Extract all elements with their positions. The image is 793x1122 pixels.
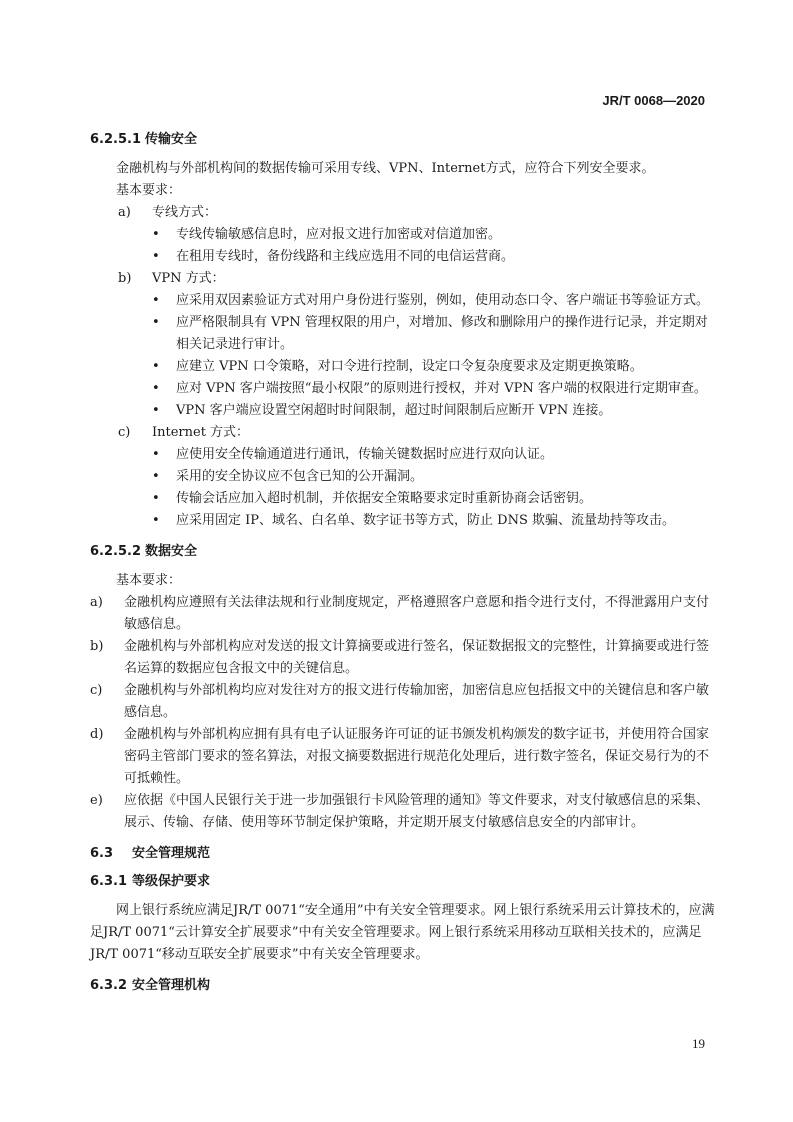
list-text: 金融机构应遵照有关法律法规和行业制度规定，严格遵照客户意愿和指令进行支付，不得泄露用户支付敏感信息。 xyxy=(124,595,710,632)
list-label: d) xyxy=(90,727,104,742)
section-title: 安全管理规范 xyxy=(132,846,211,861)
list-item: • 在租用专线时，备份线路和主线应选用不同的电信运营商。 xyxy=(152,246,716,268)
bullet-icon: • xyxy=(152,513,160,528)
paragraph: 基本要求： xyxy=(116,183,182,198)
list-label: c) xyxy=(90,683,103,698)
section-number: 6.3.1 xyxy=(90,874,128,889)
list-item: • 应采用双因素验证方式对用户身份进行鉴别，例如，使用动态口令、客户端证书等验证方式。 xyxy=(152,290,716,312)
bullet-list xyxy=(90,444,716,532)
section-title: 传输安全 xyxy=(145,132,198,147)
list-item xyxy=(90,790,716,834)
bullet-icon: • xyxy=(152,227,160,242)
bullet-icon: • xyxy=(152,315,160,330)
section-heading-6-3-1 xyxy=(90,872,716,892)
bullet-icon: • xyxy=(152,447,160,462)
page-number: 19 xyxy=(692,1036,705,1051)
section-title: 数据安全 xyxy=(145,544,198,559)
list-item xyxy=(90,202,716,224)
list-item xyxy=(90,422,716,444)
list-item: • 应对 VPN 客户端按照“最小权限”的原则进行授权，并对 VPN 客户端的权限进行定期审查。 xyxy=(152,378,716,400)
bullet-icon: • xyxy=(152,403,160,418)
lettered-list xyxy=(90,592,716,834)
list-text: 金融机构与外部机构应对发送的报文计算摘要或进行签名，保证数据报文的完整性，计算摘要或进行签名运算的数据应包含报文中的关键信息。 xyxy=(124,639,710,676)
section-number: 6.3.2 xyxy=(90,978,128,993)
list-label: e) xyxy=(90,793,103,808)
list-label: a) xyxy=(118,205,131,220)
section-title: 安全管理机构 xyxy=(132,978,211,993)
section-number: 6.3 xyxy=(90,846,114,861)
bullet-icon: • xyxy=(152,469,160,484)
section-heading-6-2-5-1 xyxy=(90,130,716,150)
section-title: 等级保护要求 xyxy=(132,874,211,889)
list-label: a) xyxy=(90,595,103,610)
list-item: • 采用的安全协议应不包含已知的公开漏洞。 xyxy=(152,466,716,488)
list-text: 专线方式： xyxy=(152,205,218,220)
document-body xyxy=(90,122,716,1004)
bullet-icon: • xyxy=(152,293,160,308)
paragraph: 基本要求： xyxy=(116,573,182,588)
section-heading-6-3 xyxy=(90,844,716,864)
bullet-list xyxy=(90,224,716,268)
list-label: b) xyxy=(118,271,132,286)
list-text: 金融机构与外部机构应拥有具有电子认证服务许可证的证书颁发机构颁发的数字证书，并使用符合国家密码主管部门要求的签名算法，对报文摘要数据进行规范化处理后，进行数字签名，保证交易行为的不可抵赖性。 xyxy=(124,727,710,786)
list-item xyxy=(90,592,716,636)
standard-code: JR/T 0068—2020 xyxy=(602,93,705,108)
list-label: c) xyxy=(118,425,131,440)
section-number: 6.2.5.1 xyxy=(90,132,141,147)
bullet-icon: • xyxy=(152,359,160,374)
list-item xyxy=(90,636,716,680)
list-item xyxy=(90,680,716,724)
list-item: • 应采用固定 IP、域名、白名单、数字证书等方式，防止 DNS 欺骗、流量劫持等攻击。 xyxy=(152,510,716,532)
list-item xyxy=(90,268,716,290)
list-item: • 传输会话应加入超时机制，并依据安全策略要求定时重新协商会话密钥。 xyxy=(152,488,716,510)
list-item: • 应使用安全传输通道进行通讯，传输关键数据时应进行双向认证。 xyxy=(152,444,716,466)
paragraph: 金融机构与外部机构间的数据传输可采用专线、VPN、Internet方式，应符合下列安全要求。 xyxy=(116,161,655,176)
section-heading-6-2-5-2 xyxy=(90,542,716,562)
section-heading-6-3-2 xyxy=(90,976,716,996)
list-item: • 应建立 VPN 口令策略，对口令进行控制，设定口令复杂度要求及定期更换策略。 xyxy=(152,356,716,378)
list-text: VPN 方式： xyxy=(152,271,225,286)
paragraph: 网上银行系统应满足JR/T 0071“安全通用”中有关安全管理要求。网上银行系统采用云计算技术的，应满足JR/T 0071“云计算安全扩展要求”中有关安全管理要求。网上银行系统采用移动互联相关技术的，应满足JR/T 0071“移动互联安全扩展要求”中有关安全管理要求。 xyxy=(90,903,715,962)
bullet-list xyxy=(90,290,716,422)
list-text: 金融机构与外部机构均应对发往对方的报文进行传输加密，加密信息应包括报文中的关键信息和客户敏感信息。 xyxy=(124,683,710,720)
list-item: • VPN 客户端应设置空闲超时时间限制，超过时间限制后应断开 VPN 连接。 xyxy=(152,400,716,422)
list-item: • 专线传输敏感信息时，应对报文进行加密或对信道加密。 xyxy=(152,224,716,246)
list-label: b) xyxy=(90,639,104,654)
section-number: 6.2.5.2 xyxy=(90,544,141,559)
list-item: • 应严格限制具有 VPN 管理权限的用户，对增加、修改和删除用户的操作进行记录，并定期对相关记录进行审计。 xyxy=(152,312,716,356)
bullet-icon: • xyxy=(152,381,160,396)
bullet-icon: • xyxy=(152,491,160,506)
list-text: 应依据《中国人民银行关于进一步加强银行卡风险管理的通知》等文件要求，对支付敏感信息的采集、展示、传输、存储、使用等环节制定保护策略，并定期开展支付敏感信息安全的内部审计。 xyxy=(124,793,710,830)
list-item xyxy=(90,724,716,790)
bullet-icon: • xyxy=(152,249,160,264)
list-text: Internet 方式： xyxy=(152,425,250,440)
